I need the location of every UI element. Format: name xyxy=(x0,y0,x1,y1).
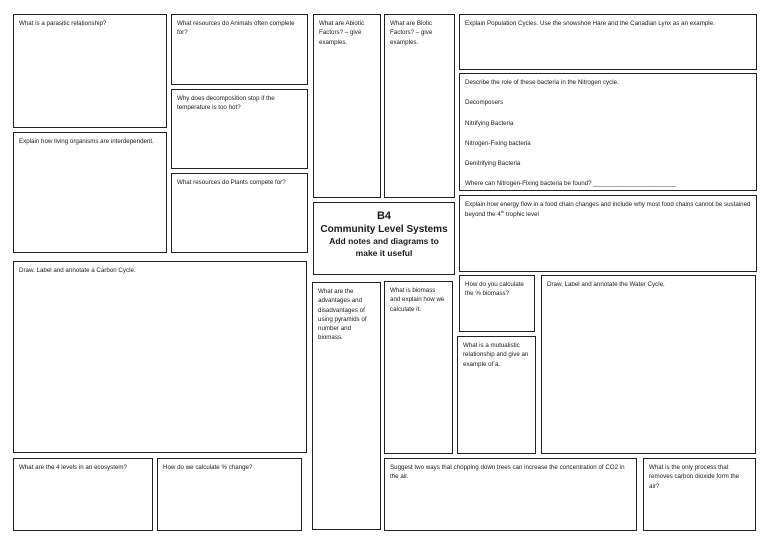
box-chopping-trees xyxy=(384,458,637,531)
box-energy-flow xyxy=(459,195,757,272)
prompt-text: How do we calculate % change? xyxy=(163,464,253,471)
nitrogen-heading: Describe the role of these bacteria in the Nitrogen cycle. xyxy=(465,79,619,86)
prompt-text: Explain how living organisms are interdependent. xyxy=(19,138,154,145)
page-title: Community Level Systems xyxy=(320,224,448,236)
box-biomass xyxy=(384,281,453,454)
box-percent-change xyxy=(157,458,302,531)
box-four-levels xyxy=(13,458,153,531)
prompt-text: What is biomass and explain how we calculate it. xyxy=(390,287,445,313)
nitrogen-where: Where can Nitrogen-Fixing bacteria be found? ________________________ xyxy=(465,180,676,188)
unit-code: B4 xyxy=(376,210,392,222)
prompt-text: Explain how energy flow in a food chain changes and include why most food chains cannot be sustained beyond the 4th trophic level xyxy=(465,201,751,219)
prompt-text: What resources do Animals often complete for? xyxy=(177,20,295,37)
box-parasitic-relationship xyxy=(13,14,167,128)
title-box xyxy=(313,202,455,275)
box-mutualistic xyxy=(457,336,536,454)
prompt-text: How do you calculate the % biomass? xyxy=(465,281,524,298)
box-carbon-cycle xyxy=(13,261,307,453)
box-biotic-factors xyxy=(384,14,455,198)
box-water-cycle xyxy=(541,275,756,454)
box-pyramids xyxy=(312,282,381,530)
box-decomposition xyxy=(171,89,308,169)
box-plants-compete xyxy=(171,173,308,253)
prompt-text: What are Biotic Factors? – give examples. xyxy=(390,20,433,46)
prompt-text: What are the advantages and disadvantages of using pyramids of number and biomass. xyxy=(318,288,367,342)
prompt-text: What is a parasitic relationship? xyxy=(19,20,107,27)
prompt-text: What is the only process that removes carbon dioxide form the air? xyxy=(649,464,740,490)
nitrogen-nitrifying: Nitrifying Bacteria xyxy=(465,119,514,127)
prompt-text: What are the 4 levels in an ecosystem? xyxy=(19,464,127,471)
box-interdependent xyxy=(13,132,167,253)
prompt-text: What are Abiotic Factors? – give examples. xyxy=(319,20,365,46)
nitrogen-denitrifying: Denitrifying Bacteria xyxy=(465,160,521,168)
nitrogen-fixing: Nitrogen-Fixing bacteria xyxy=(465,139,531,147)
box-percent-biomass xyxy=(459,275,535,332)
box-population-cycles xyxy=(459,14,757,70)
box-remove-co2 xyxy=(643,458,756,531)
prompt-text: Why does decomposition stop if the temperature is too hot? xyxy=(177,95,275,112)
box-nitrogen-cycle xyxy=(459,73,757,191)
prompt-text: Draw. Label and annotate a Carbon Cycle. xyxy=(19,267,136,274)
nitrogen-decomposers: Decomposers xyxy=(465,99,504,107)
instruction-text: Add notes and diagrams to make it useful xyxy=(329,236,439,258)
prompt-text: What is a mutualistic relationship and give an example of a. xyxy=(463,342,529,368)
prompt-text: Explain Population Cycles. Use the snowshoe Hare and the Canadian Lynx as an example. xyxy=(465,20,715,27)
prompt-text: Draw, Label and annotate the Water Cycle. xyxy=(547,281,665,288)
prompt-text: What resources do Plants compete for? xyxy=(177,179,286,186)
box-abiotic-factors xyxy=(313,14,381,198)
prompt-text: Suggest two ways that chopping down trees can increase the concentration of CO2 in the air. xyxy=(390,464,625,481)
box-animals-compete xyxy=(171,14,308,85)
